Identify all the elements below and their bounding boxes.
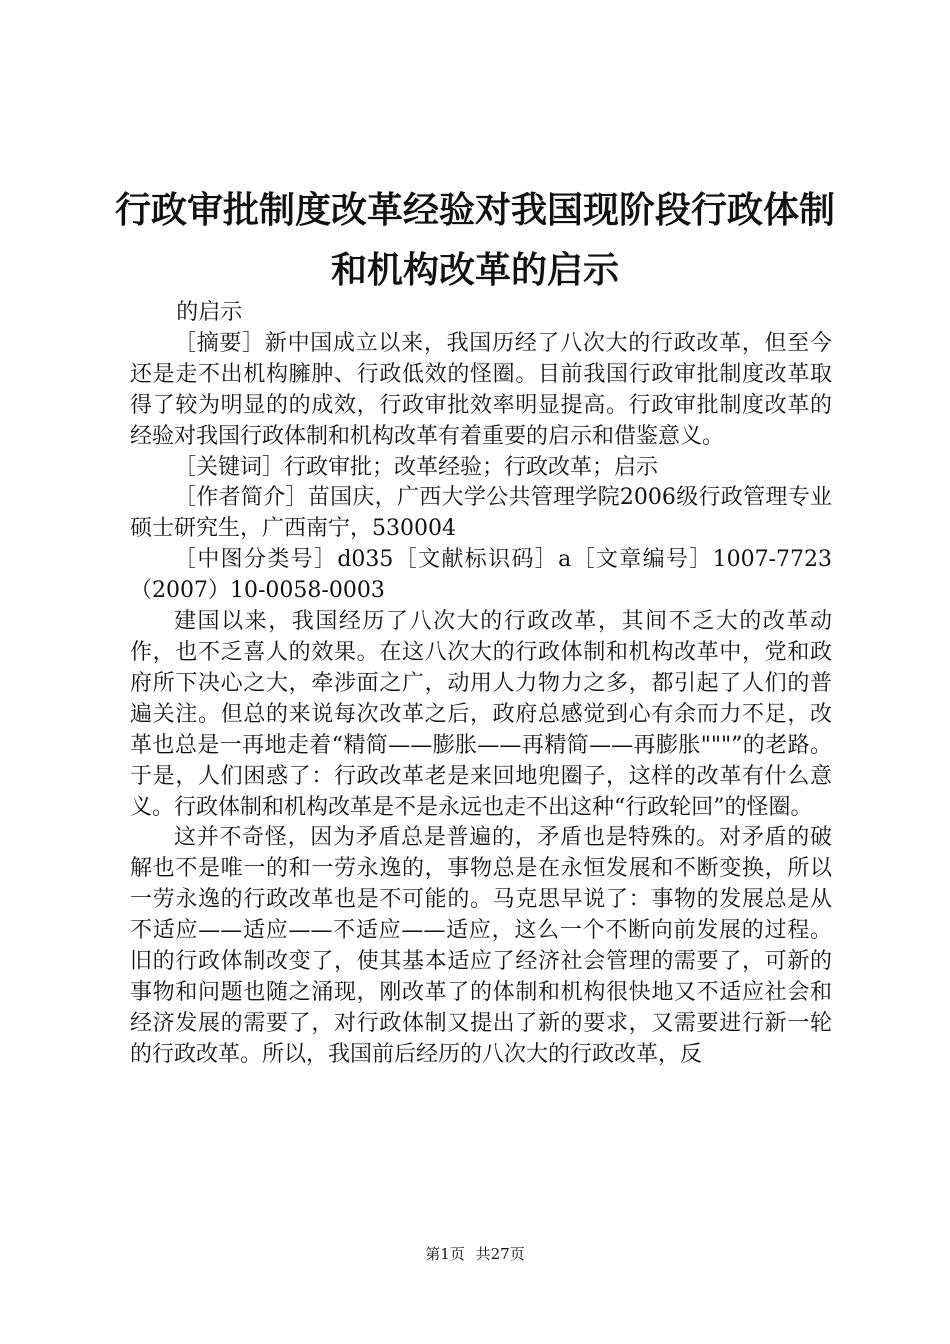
document-body [130,298,832,1071]
document-title-line-2: 和机构改革的启示 [330,249,619,291]
author-paragraph: ［作者简介］苗国庆，广西大学公共管理学院2006级行政管理专业硕士研究生，广西南宁，530004 [130,485,832,542]
subtitle-fragment: 的启示 [176,300,243,325]
page-number: 第1页 [425,1245,465,1263]
abstract-paragraph: ［摘要］新中国成立以来，我国历经了八次大的行政改革，但至今还是走不出机构臃肿、行政低效的怪圈。目前我国行政审批制度改革取得了较为明显的的成效，行政审批效率明显提高。行政审批制度改革的经验对我国行政体制和机构改革有着重要的启示和借鉴意义。 [130,330,832,449]
page-total: 共27页 [475,1245,525,1263]
page-footer [0,1244,950,1264]
keywords-paragraph: ［关键词］行政审批；改革经验；行政改革；启示 [174,454,659,480]
classification-paragraph: ［中图分类号］d035［文献标识码］a［文章编号］1007-7723（2007）10-0058-0003 [130,547,832,604]
document-title-line-1: 行政审批制度改革经验对我国现阶段行政体制 [114,189,835,231]
body-paragraph: 建国以来，我国经历了八次大的行政改革，其间不乏大的改革动作，也不乏喜人的效果。在这八次大的行政体制和机构改革中，党和政府所下决心之大，牵涉面之广，动用人力物力之多，都引起了人们的普遍关注。但总的来说每次改革之后，政府总感觉到心有余而力不足，改革也总是一再地走着“精简——膨胀——再精简——再膨胀"""”的老路。于是，人们困惑了：行政改革老是来回地兜圈子，这样的改革有什么意义。行政体制和机构改革是不是永远也走不出这种“行政轮回”的怪圈。 [130,609,832,820]
body-paragraph: 这并不奇怪，因为矛盾总是普遍的，矛盾也是特殊的。对矛盾的破解也不是唯一的和一劳永逸的，事物总是在永恒发展和不断变换，所以一劳永逸的行政改革也是不可能的。马克思早说了：事物的发展总是从不适应——适应——不适应——适应，这么一个不断向前发展的过程。旧的行政体制改变了，使其基本适应了经济社会管理的需要了，可新的事物和问题也随之涌现，刚改革了的体制和机构很快地又不适应社会和经济发展的需要了，对行政体制又提出了新的要求，又需要进行新一轮的行政改革。所以，我国前后经历的八次大的行政改革，反 [130,825,832,1067]
